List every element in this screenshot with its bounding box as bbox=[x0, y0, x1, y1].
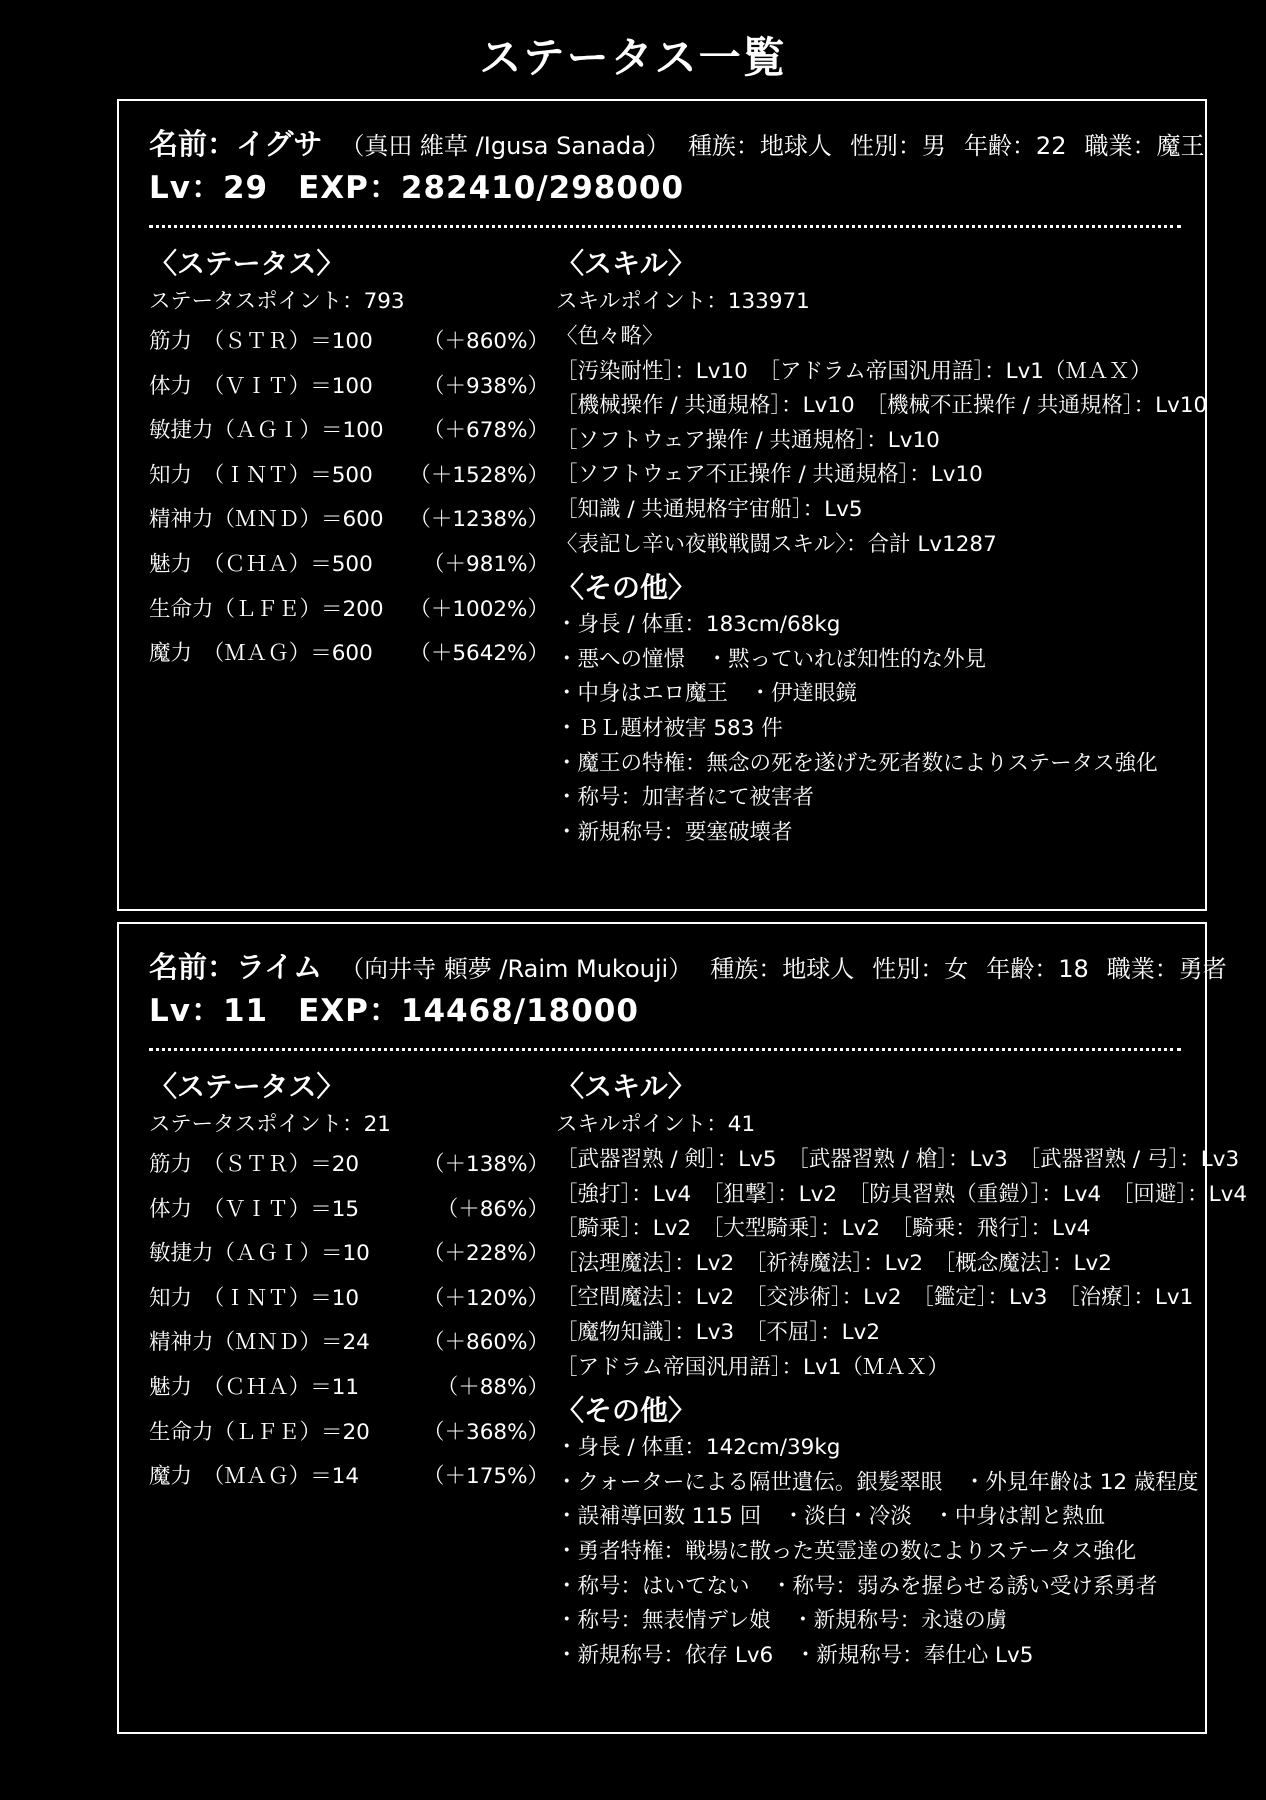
skill-column bbox=[556, 1067, 1248, 1673]
character-exp: EXP：14468/18000 bbox=[298, 993, 639, 1029]
character-sex: 性別：男 bbox=[849, 132, 946, 160]
dotted-divider bbox=[149, 1048, 1181, 1051]
skill-line: 〈表記し辛い夜戦戦闘スキル〉：合計 Lv1287 bbox=[556, 531, 997, 557]
stat-bonus: （＋175%） bbox=[423, 1464, 549, 1490]
character-job: 職業：魔王 bbox=[1084, 132, 1205, 160]
stat-bonus: （＋228%） bbox=[423, 1241, 549, 1267]
skill-line: ［アドラム帝国汎用語］：Lv1（ＭＡＸ） bbox=[556, 1354, 949, 1380]
character-card-igusa bbox=[117, 99, 1207, 911]
other-line: ・勇者特権：戦場に散った英霊達の数によりステータス強化 bbox=[556, 1538, 1137, 1564]
status-heading: 〈ステータス〉 bbox=[149, 1070, 345, 1103]
stat-label: 敏捷力（ＡＧＩ）＝10 bbox=[149, 1241, 370, 1267]
name-line bbox=[149, 948, 1227, 988]
stat-bonus: （＋120%） bbox=[423, 1285, 549, 1311]
stat-bonus: （＋1528%） bbox=[409, 462, 549, 488]
skill-points: スキルポイント：41 bbox=[556, 1112, 756, 1137]
stat-row bbox=[149, 632, 549, 677]
character-card-raim bbox=[117, 922, 1248, 1734]
other-line: ・新規称号：要塞破壊者 bbox=[556, 819, 793, 845]
stat-bonus: （＋88%） bbox=[436, 1374, 549, 1400]
other-line: ・称号：無表情デレ娘 ・新規称号：永遠の虜 bbox=[556, 1608, 1008, 1634]
other-line: ・ＢＬ題材被害 583 件 bbox=[556, 715, 783, 741]
character-level: Lv：29 bbox=[149, 170, 269, 206]
skill-line: ［ソフトウェア不正操作 / 共通規格］：Lv10 bbox=[556, 462, 983, 488]
stat-bonus: （＋938%） bbox=[423, 373, 549, 399]
other-heading: 〈その他〉 bbox=[556, 571, 697, 605]
stat-label: 敏捷力（ＡＧＩ）＝100 bbox=[149, 418, 384, 444]
status-column bbox=[149, 1067, 549, 1500]
status-heading: 〈ステータス〉 bbox=[149, 247, 345, 280]
status-column bbox=[149, 244, 549, 677]
character-race: 種族：地球人 bbox=[710, 955, 855, 983]
stat-bonus: （＋678%） bbox=[423, 418, 549, 444]
stat-label: 体力 （ＶＩＴ）＝100 bbox=[149, 373, 373, 399]
stat-bonus: （＋86%） bbox=[436, 1196, 549, 1222]
stat-row bbox=[149, 1455, 549, 1500]
stat-bonus: （＋5642%） bbox=[409, 641, 549, 667]
other-line: ・身長 / 体重：142cm/39kg bbox=[556, 1435, 841, 1461]
skill-column bbox=[556, 244, 1208, 850]
stat-row bbox=[149, 1366, 549, 1411]
other-heading: 〈その他〉 bbox=[556, 1394, 697, 1428]
character-full-name: （真田 維草 /Igusa Sanada） bbox=[340, 132, 670, 160]
stat-bonus: （＋860%） bbox=[423, 1330, 549, 1356]
skill-line: ［汚染耐性］：Lv10 ［アドラム帝国汎用語］：Lv1（ＭＡＸ） bbox=[556, 358, 1152, 384]
skill-line: ［空間魔法］：Lv2 ［交渉術］：Lv2 ［鑑定］：Lv3 ［治療］：Lv1 bbox=[556, 1285, 1194, 1311]
stat-row bbox=[149, 409, 549, 454]
stat-row bbox=[149, 498, 549, 543]
character-job: 職業：勇者 bbox=[1106, 955, 1227, 983]
stat-row bbox=[149, 320, 549, 365]
stat-row bbox=[149, 1143, 549, 1188]
stat-label: 生命力（ＬＦＥ）＝200 bbox=[149, 596, 384, 622]
character-name: 名前：イグサ bbox=[149, 127, 323, 161]
character-sex: 性別：女 bbox=[872, 955, 969, 983]
other-line: ・魔王の特権：無念の死を遂げた死者数によりステータス強化 bbox=[556, 750, 1158, 776]
stat-label: 筋力 （ＳＴＲ）＝100 bbox=[149, 329, 373, 354]
stat-row bbox=[149, 1321, 549, 1366]
stat-label: 魅力 （ＣＨＡ）＝500 bbox=[149, 551, 373, 577]
dotted-divider bbox=[149, 225, 1181, 228]
skill-line: ［強打］：Lv4 ［狙撃］：Lv2 ［防具習熟（重鎧）］：Lv4 ［回避］：Lv4 bbox=[556, 1181, 1248, 1207]
stat-row bbox=[149, 365, 549, 410]
page-title: ステータス一覧 bbox=[479, 33, 787, 82]
other-line: ・称号：加害者にて被害者 bbox=[556, 785, 815, 811]
skill-line: ［法理魔法］：Lv2 ［祈祷魔法］：Lv2 ［概念魔法］：Lv2 bbox=[556, 1250, 1112, 1276]
stat-label: 生命力（ＬＦＥ）＝20 bbox=[149, 1419, 370, 1445]
other-line: ・身長 / 体重：183cm/68kg bbox=[556, 612, 841, 638]
stat-label: 精神力（ＭＮＤ）＝600 bbox=[149, 507, 384, 533]
skill-line: ［騎乗］：Lv2 ［大型騎乗］：Lv2 ［騎乗：飛行］：Lv4 bbox=[556, 1216, 1091, 1242]
character-exp: EXP：282410/298000 bbox=[298, 170, 685, 206]
other-line: ・中身はエロ魔王 ・伊達眼鏡 bbox=[556, 681, 858, 707]
status-points: ステータスポイント：21 bbox=[149, 1112, 391, 1137]
other-line: ・悪への憧憬 ・黙っていれば知性的な外見 bbox=[556, 646, 987, 672]
stat-bonus: （＋138%） bbox=[423, 1152, 549, 1177]
other-line: ・誤補導回数 115 回 ・淡白・冷淡 ・中身は割と熱血 bbox=[556, 1504, 1106, 1530]
stat-label: 魔力 （ＭＡＧ）＝600 bbox=[149, 641, 373, 667]
stat-label: 体力 （ＶＩＴ）＝15 bbox=[149, 1196, 360, 1222]
skill-line: ［魔物知識］：Lv3 ［不屈］：Lv2 bbox=[556, 1319, 881, 1345]
stat-bonus: （＋1002%） bbox=[409, 596, 549, 622]
stat-row bbox=[149, 588, 549, 633]
stat-row bbox=[149, 1232, 549, 1277]
stat-label: 知力 （ＩＮＴ）＝10 bbox=[149, 1285, 360, 1311]
stat-label: 筋力 （ＳＴＲ）＝20 bbox=[149, 1152, 360, 1177]
stat-bonus: （＋1238%） bbox=[409, 507, 549, 533]
skill-line: ［知識 / 共通規格宇宙船］：Lv5 bbox=[556, 496, 863, 522]
stat-bonus: （＋981%） bbox=[423, 551, 549, 577]
skill-heading: 〈スキル〉 bbox=[556, 1070, 696, 1103]
level-line bbox=[149, 988, 1177, 1034]
stat-bonus: （＋860%） bbox=[423, 329, 549, 354]
skill-line: ［ソフトウェア操作 / 共通規格］：Lv10 bbox=[556, 427, 940, 453]
stat-row bbox=[149, 1411, 549, 1456]
stat-label: 魅力 （ＣＨＡ）＝11 bbox=[149, 1374, 360, 1400]
other-line: ・クォーターによる隔世遺伝。銀髪翠眼 ・外見年齢は 12 歳程度 bbox=[556, 1469, 1199, 1495]
character-name: 名前：ライム bbox=[149, 950, 323, 984]
skill-points: スキルポイント：133971 bbox=[556, 289, 810, 314]
other-line: ・新規称号：依存 Lv6 ・新規称号：奉仕心 Lv5 bbox=[556, 1642, 1034, 1668]
stat-label: 精神力（ＭＮＤ）＝24 bbox=[149, 1330, 370, 1356]
name-line bbox=[149, 125, 1205, 165]
skill-line: ［武器習熟 / 剣］：Lv5 ［武器習熟 / 槍］：Lv3 ［武器習熟 / 弓］：Lv3 bbox=[556, 1147, 1240, 1172]
character-age: 年齢：22 bbox=[963, 132, 1067, 160]
level-line bbox=[149, 165, 1177, 211]
stat-row bbox=[149, 1277, 549, 1322]
stat-row bbox=[149, 543, 549, 588]
stat-label: 魔力 （ＭＡＧ）＝14 bbox=[149, 1464, 360, 1490]
skill-line: 〈色々略〉 bbox=[556, 324, 664, 349]
stat-bonus: （＋368%） bbox=[423, 1419, 549, 1445]
skill-heading: 〈スキル〉 bbox=[556, 247, 696, 280]
skill-line: ［機械操作 / 共通規格］：Lv10 ［機械不正操作 / 共通規格］：Lv10 bbox=[556, 393, 1208, 419]
status-points: ステータスポイント：793 bbox=[149, 289, 405, 314]
character-full-name: （向井寺 頼夢 /Raim Mukouji） bbox=[340, 955, 693, 983]
character-age: 年齢：18 bbox=[986, 955, 1089, 983]
character-race: 種族：地球人 bbox=[687, 132, 832, 160]
stat-label: 知力 （ＩＮＴ）＝500 bbox=[149, 462, 373, 488]
stat-row bbox=[149, 1188, 549, 1233]
character-level: Lv：11 bbox=[149, 993, 269, 1029]
other-line: ・称号：はいてない ・称号：弱みを握らせる誘い受け系勇者 bbox=[556, 1573, 1158, 1599]
stat-row bbox=[149, 454, 549, 499]
